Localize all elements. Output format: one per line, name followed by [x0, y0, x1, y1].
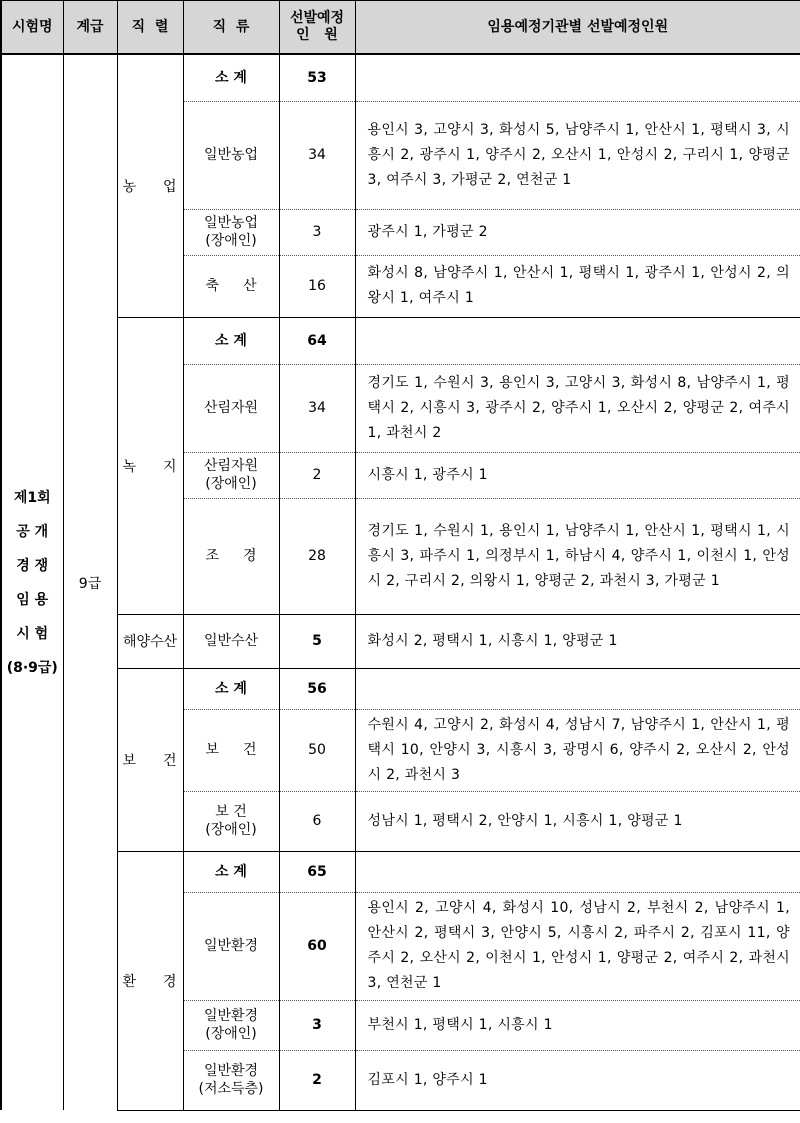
distribution-cell: 수원시 4, 고양시 2, 화성시 4, 성남시 7, 남양주시 1, 안산시 1, 평택시 10, 안양시 3, 시흥시 3, 광명시 6, 양주시 2, 오산시 2, 안성시 2, 과천시 3 — [355, 709, 800, 791]
exam-name-line: 경 쟁 — [16, 557, 49, 574]
distribution-cell: 화성시 8, 남양주시 1, 안산시 1, 평택시 1, 광주시 1, 안성시 2, 의왕시 1, 여주시 1 — [355, 255, 800, 317]
distribution-cell: 경기도 1, 수원시 1, 용인시 1, 남양주시 1, 안산시 1, 평택시 1, 시흥시 3, 파주시 1, 의정부시 1, 하남시 4, 양주시 1, 이천시 1, 안성시 2, 구리시 2, 의왕시 1, 양평군 2, 과천시 3, 가평군 1 — [355, 498, 800, 614]
category-line1: 축 — [205, 278, 220, 294]
category-cell — [183, 1000, 279, 1050]
count-cell: 50 — [279, 709, 355, 791]
count-cell: 28 — [279, 498, 355, 614]
category-cell — [183, 364, 279, 452]
category-line2: (장애인) — [205, 1026, 257, 1042]
count-cell: 60 — [279, 892, 355, 1000]
distribution-cell: 경기도 1, 수원시 3, 용인시 3, 고양시 3, 화성시 8, 남양주시 1, 평택시 2, 시흥시 3, 광주시 2, 양주시 1, 오산시 2, 양평군 2, 여주시 1, 과천시 2 — [355, 364, 800, 452]
category-cell — [183, 1050, 279, 1110]
header-count-line1: 선발예정 — [289, 10, 345, 26]
count-cell: 6 — [279, 791, 355, 851]
count-cell: 2 — [279, 1050, 355, 1110]
grade-cell: 9급 — [63, 54, 117, 1110]
series-label — [118, 176, 183, 196]
category-line2: 산 — [242, 278, 257, 294]
series-label-right: 업 — [162, 178, 177, 195]
category-line1: 일반수산 — [203, 633, 259, 649]
series-label: 해양수산 — [122, 634, 178, 650]
header-series: 직 렬 — [117, 1, 183, 55]
distribution-cell: 용인시 3, 고양시 3, 화성시 5, 남양주시 1, 안산시 1, 평택시 3, 시흥시 2, 광주시 1, 양주시 2, 오산시 1, 안성시 2, 구리시 1, 양평군 3, 여주시 3, 가평군 2, 연천군 1 — [355, 101, 800, 209]
subtotal-label: 소 계 — [183, 851, 279, 892]
series-cell — [117, 317, 183, 614]
distribution-cell — [355, 54, 800, 101]
category-line1: 일반환경 — [203, 1008, 259, 1024]
category-line2: (장애인) — [205, 822, 257, 838]
series-label — [118, 971, 183, 991]
category-cell — [183, 101, 279, 209]
subtotal-count: 65 — [279, 851, 355, 892]
table-body — [1, 54, 800, 1110]
count-cell: 2 — [279, 452, 355, 498]
category-cell — [183, 791, 279, 851]
category-cell — [183, 614, 279, 668]
series-label — [118, 456, 183, 476]
count-cell: 16 — [279, 255, 355, 317]
distribution-cell: 성남시 1, 평택시 2, 안양시 1, 시흥시 1, 양평군 1 — [355, 791, 800, 851]
series-cell — [117, 54, 183, 317]
series-label-right: 건 — [162, 752, 177, 769]
category-line2: (저소득층) — [198, 1081, 264, 1097]
category-cell — [183, 209, 279, 255]
category-line2: (장애인) — [205, 476, 257, 492]
header-category: 직 류 — [183, 1, 279, 55]
distribution-cell — [355, 851, 800, 892]
distribution-cell: 부천시 1, 평택시 1, 시흥시 1 — [355, 1000, 800, 1050]
subtotal-row — [1, 317, 800, 364]
category-line2: 건 — [242, 742, 257, 758]
subtotal-row — [1, 54, 800, 101]
series-label-right: 경 — [162, 973, 177, 990]
header-grade: 계급 — [63, 1, 117, 55]
header-row — [1, 1, 800, 55]
header-count-line2: 인 원 — [296, 27, 338, 43]
series-cell — [117, 614, 183, 668]
header-count — [279, 1, 355, 55]
category-line1: 보 건 — [215, 804, 247, 820]
distribution-cell — [355, 317, 800, 364]
distribution-cell: 광주시 1, 가평군 2 — [355, 209, 800, 255]
distribution-cell: 시흥시 1, 광주시 1 — [355, 452, 800, 498]
count-cell: 34 — [279, 101, 355, 209]
exam-name-line: (8·9급) — [6, 659, 58, 676]
exam-name-line: 임 용 — [16, 591, 49, 608]
header-distribution: 임용예정기관별 선발예정인원 — [355, 1, 800, 55]
distribution-cell: 화성시 2, 평택시 1, 시흥시 1, 양평군 1 — [355, 614, 800, 668]
category-cell — [183, 892, 279, 1000]
series-label — [118, 750, 183, 770]
category-line1: 일반농업 — [203, 215, 259, 231]
category-line1: 일반농업 — [203, 147, 259, 163]
table-row — [1, 614, 800, 668]
distribution-cell: 김포시 1, 양주시 1 — [355, 1050, 800, 1110]
category-line1: 조 — [205, 548, 220, 564]
exam-name-line: 시 험 — [16, 625, 49, 642]
header-exam: 시험명 — [1, 1, 63, 55]
exam-name-cell — [1, 54, 63, 1110]
count-cell: 3 — [279, 209, 355, 255]
category-cell — [183, 452, 279, 498]
distribution-cell — [355, 668, 800, 709]
category-cell — [183, 709, 279, 791]
series-cell — [117, 851, 183, 1110]
category-cell — [183, 255, 279, 317]
count-cell: 3 — [279, 1000, 355, 1050]
subtotal-label: 소 계 — [183, 54, 279, 101]
series-label-left: 녹 — [122, 458, 137, 475]
subtotal-count: 64 — [279, 317, 355, 364]
count-cell: 34 — [279, 364, 355, 452]
category-line1: 산림자원 — [203, 400, 259, 416]
series-label-left: 환 — [122, 973, 137, 990]
subtotal-label: 소 계 — [183, 668, 279, 709]
category-line1: 일반환경 — [203, 938, 259, 954]
category-label — [184, 547, 279, 565]
series-label-right: 지 — [162, 458, 177, 475]
subtotal-label: 소 계 — [183, 317, 279, 364]
category-line1: 일반환경 — [203, 1063, 259, 1079]
series-label-left: 농 — [122, 178, 137, 195]
subtotal-count: 53 — [279, 54, 355, 101]
category-line2: (장애인) — [205, 233, 257, 249]
category-label — [184, 277, 279, 295]
category-label — [184, 741, 279, 759]
category-line2: 경 — [242, 548, 257, 564]
subtotal-row — [1, 851, 800, 892]
series-cell — [117, 668, 183, 851]
category-line1: 산림자원 — [203, 458, 259, 474]
exam-name-line: 공 개 — [16, 523, 49, 540]
category-line1: 보 — [205, 742, 220, 758]
count-cell: 5 — [279, 614, 355, 668]
series-label-left: 보 — [122, 752, 137, 769]
subtotal-row — [1, 668, 800, 709]
category-cell — [183, 498, 279, 614]
distribution-cell: 용인시 2, 고양시 4, 화성시 10, 성남시 2, 부천시 2, 남양주시 1, 안산시 2, 평택시 3, 안양시 5, 시흥시 2, 파주시 2, 김포시 11, 양주시 2, 오산시 2, 이천시 1, 안성시 1, 양평군 2, 여주시 2, 과천시 3, 연천군 1 — [355, 892, 800, 1000]
exam-name-line: 제1회 — [13, 489, 51, 506]
subtotal-count: 56 — [279, 668, 355, 709]
